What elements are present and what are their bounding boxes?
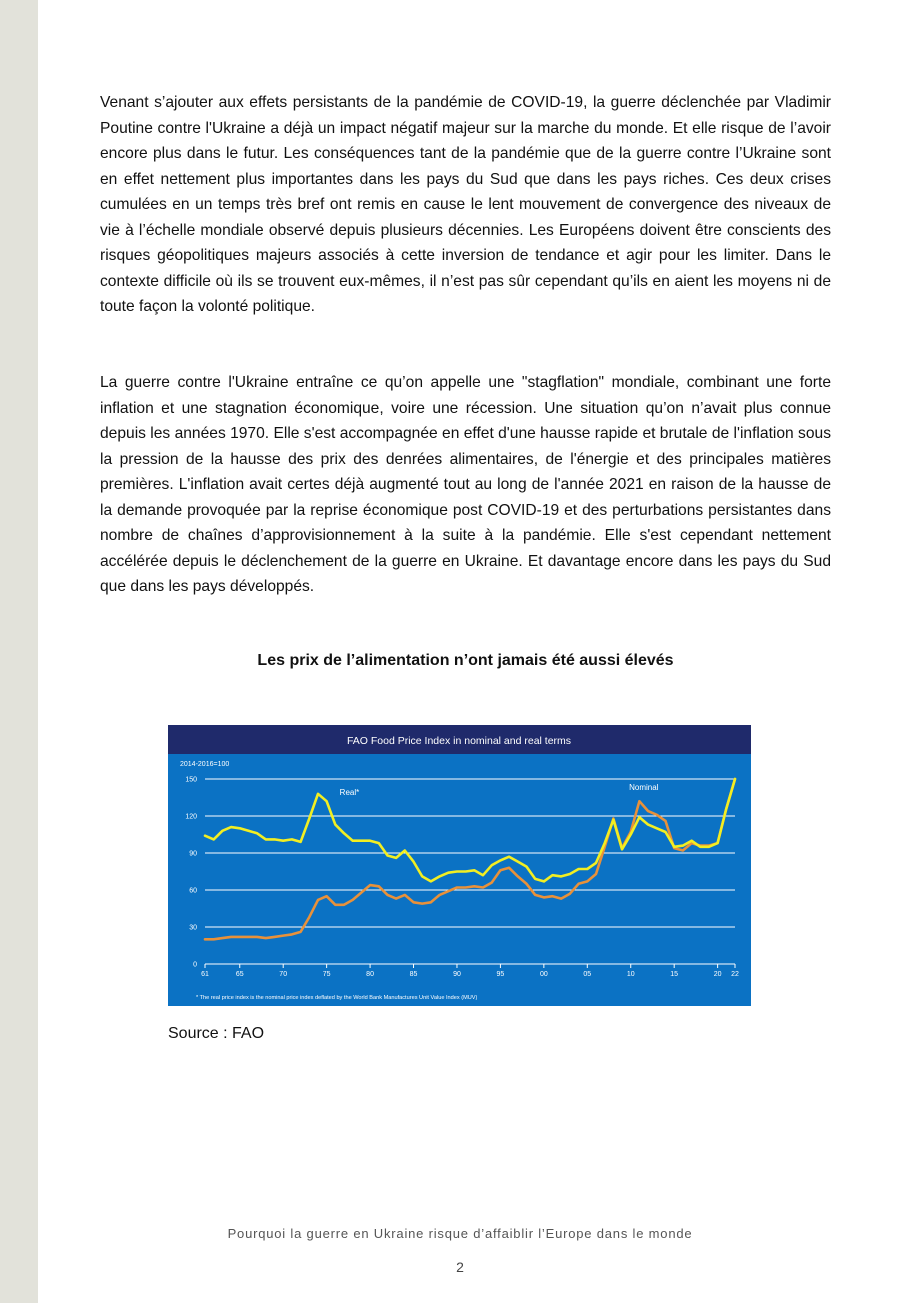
x-tick-label: 95 (496, 971, 505, 978)
chart-footnote: * The real price index is the nominal price index deflated by the World Bank Manufactures Unit Value Index (MUV) (196, 995, 478, 1001)
chart-title: FAO Food Price Index in nominal and real terms (346, 735, 572, 747)
page-number: 2 (456, 1259, 464, 1275)
x-tick-label: 61 (201, 971, 209, 978)
x-tick-label: 80 (366, 971, 374, 978)
page-footer: Pourquoi la guerre en Ukraine risque d’affaiblir l’Europe dans le monde (227, 1226, 693, 1241)
x-tick-label: 05 (583, 971, 592, 978)
x-tick-label: 85 (409, 971, 418, 978)
y-tick-label: 30 (189, 924, 197, 932)
x-tick-label: 15 (670, 971, 679, 978)
x-tick-label: 65 (235, 971, 244, 978)
y-tick-label: 120 (185, 813, 197, 821)
x-tick-label: 10 (626, 971, 635, 978)
x-tick-label: 75 (322, 971, 331, 978)
figure-source: Source : FAO (168, 1025, 265, 1042)
y-tick-label: 150 (185, 776, 197, 784)
paragraph-2: La guerre contre l'Ukraine entraîne ce qu’on appelle une "stagflation" mondiale, combinant une forte inflation et une stagnation économique, voire une récession. Une situation qu’on n’avait plus connue depuis les années 1970. Elle s'est accompagnée en effet d'une hausse rapide et brutale de l'inflation sous la pression de la hausse des prix des denrées alimentaires, de l'énergie et des principales matières premières. L'inflation avait certes déjà augmenté tout au long de l'année 2021 en raison de la hausse de la demande provoquée par la reprise économique post COVID-19 et des perturbations persistantes dans nombre de chaînes d’approvisionnement à la suite à la pandémie. Elle s'est cependant nettement accélérée depuis le déclenchement de la guerre en Ukraine. Et davantage encore dans les pays du Sud que dans les pays développés. (100, 374, 831, 595)
x-tick-label: 22 (731, 971, 739, 978)
figure-title: Les prix de l’alimentation n’ont jamais été aussi élevés (257, 652, 674, 669)
x-tick-label: 70 (279, 971, 288, 978)
page-margin-bar (0, 0, 38, 1303)
paragraph-1: Venant s’ajouter aux effets persistants de la pandémie de COVID-19, la guerre déclenchée par Vladimir Poutine contre l'Ukraine a déjà un impact négatif majeur sur la marche du monde. Et elle risque de l’avoir encore plus dans le futur. Les conséquences tant de la pandémie que de la guerre contre l’Ukraine sont en effet nettement plus importantes dans les pays du Sud que dans les pays riches. Ces deux crises cumulées en un temps très bref ont remis en cause le lent mouvement de convergence des niveaux de vie à l’échelle mondiale observé depuis plusieurs décennies. Les Européens doivent être conscients des risques géopolitiques majeurs associés à cette inversion de tendance et agir pour les limiter. Dans le contexte difficile où ils se trouvent eux-mêmes, il n’est pas sûr cependant qu’ils en aient les moyens ni de toute façon la volonté politique. (100, 94, 831, 315)
y-tick-label: 90 (189, 850, 197, 858)
x-tick-label: 20 (713, 971, 722, 978)
chart-subtitle: 2014-2016=100 (180, 761, 230, 768)
x-tick-label: 00 (539, 971, 548, 978)
y-tick-label: 0 (193, 961, 197, 969)
y-tick-label: 60 (189, 887, 197, 895)
series-label-nominal: Nominal (629, 783, 659, 793)
series-label-real: Real* (339, 788, 360, 798)
fao-food-price-chart (168, 725, 751, 1006)
x-tick-label: 90 (453, 971, 461, 978)
